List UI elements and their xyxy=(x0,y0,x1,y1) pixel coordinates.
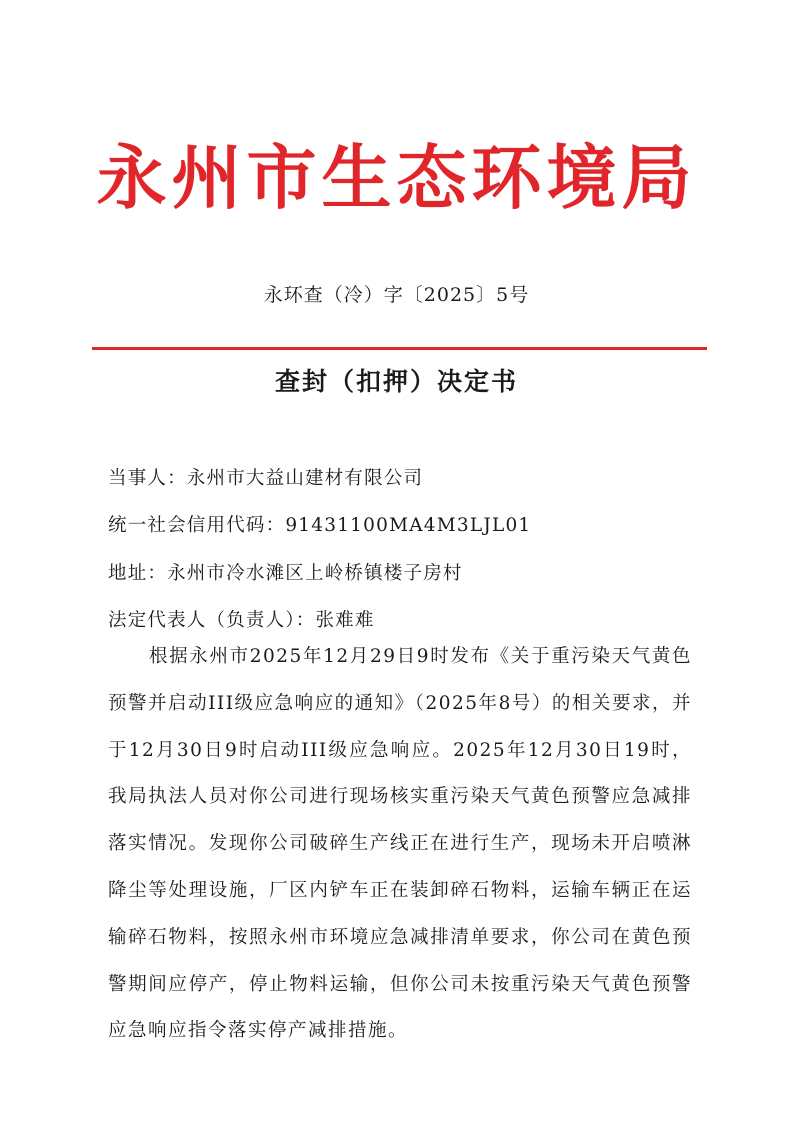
field-label: 地址： xyxy=(108,562,168,584)
field-value: 张难难 xyxy=(315,609,375,631)
organization-header: 永州市生态环境局 xyxy=(96,136,697,219)
field-label: 统一社会信用代码： xyxy=(108,515,286,537)
field-credit-code xyxy=(108,502,708,549)
document-number: 永环查（冷）字〔2025〕5号 xyxy=(263,284,530,306)
body-paragraph: 根据永州市2025年12月29日9时发布《关于重污染天气黄色预警并启动III级应急响应的通知》（2025年8号）的相关要求，并于12月30日9时启动III级应急响应。2025年12月30日19时，我局执法人员对你公司进行现场核实重污染天气黄色预警应急减排落实情况。发现你公司破碎生产线正在进行生产，现场未开启喷淋降尘等处理设施，厂区内铲车正在装卸碎石物料，运输车辆正在运输碎石物料，按照永州市环境应急减排清单要求，你公司在黄色预警期间应停产，停止物料运输，但你公司未按重污染天气黄色预警应急响应指令落实停产减排措施。 xyxy=(108,646,692,1042)
field-party xyxy=(108,455,708,502)
document-title: 查封（扣押）决定书 xyxy=(274,367,518,396)
field-value: 91431100MA4M3LJL01 xyxy=(285,515,532,537)
red-divider-line xyxy=(92,347,707,350)
field-value: 永州市大益山建材有限公司 xyxy=(186,468,424,489)
party-info-block xyxy=(108,455,708,644)
field-address xyxy=(108,550,708,597)
field-label: 法定代表人（负责人）： xyxy=(108,609,316,631)
field-label: 当事人： xyxy=(108,468,187,489)
field-value: 永州市冷水滩区上岭桥镇楼子房村 xyxy=(167,562,463,584)
